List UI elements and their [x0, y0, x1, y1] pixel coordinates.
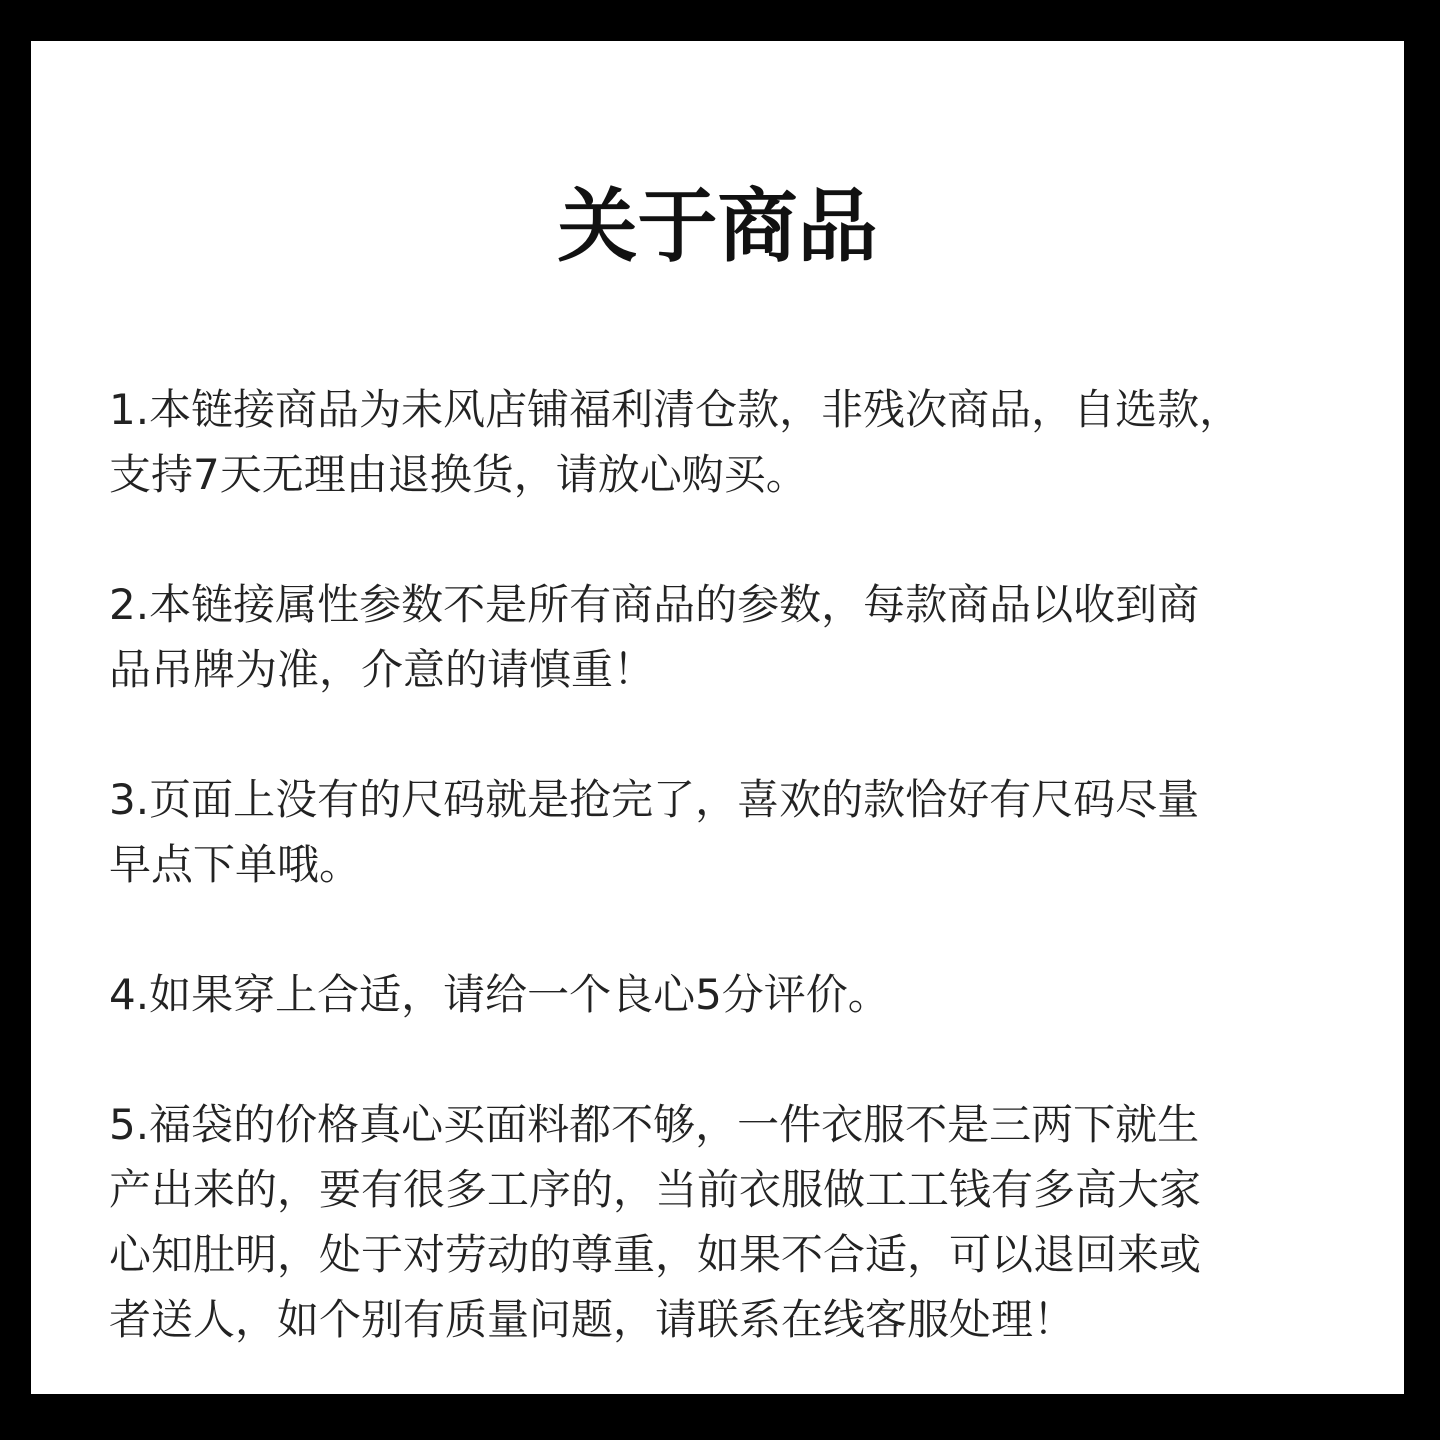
notice-list — [109, 377, 1409, 1352]
notice-item-4: 4.如果穿上合适，请给一个良心5分评价。 — [109, 970, 890, 1019]
page-title: 关于商品 — [557, 180, 878, 273]
notice-item-3: 3.页面上没有的尺码就是抢完了，喜欢的款恰好有尺码尽量 早点下单哦。 — [109, 775, 1200, 889]
notice-item-1: 1.本链接商品为未风店铺福利清仓款，非残次商品，自选款， 支持7天无理由退换货，请放心购买。 — [109, 385, 1242, 499]
notice-item-2: 2.本链接属性参数不是所有商品的参数，每款商品以收到商 品吊牌为准，介意的请慎重！ — [109, 580, 1200, 694]
notice-panel — [31, 41, 1404, 1394]
notice-item-5: 5.福袋的价格真心买面料都不够，一件衣服不是三两下就生 产出来的，要有很多工序的，当前衣服做工工钱有多高大家 心知肚明，处于对劳动的尊重，如果不合适，可以退回来或 者送人，如个别有质量问题，请联系在线客服处理！ — [109, 1100, 1202, 1344]
